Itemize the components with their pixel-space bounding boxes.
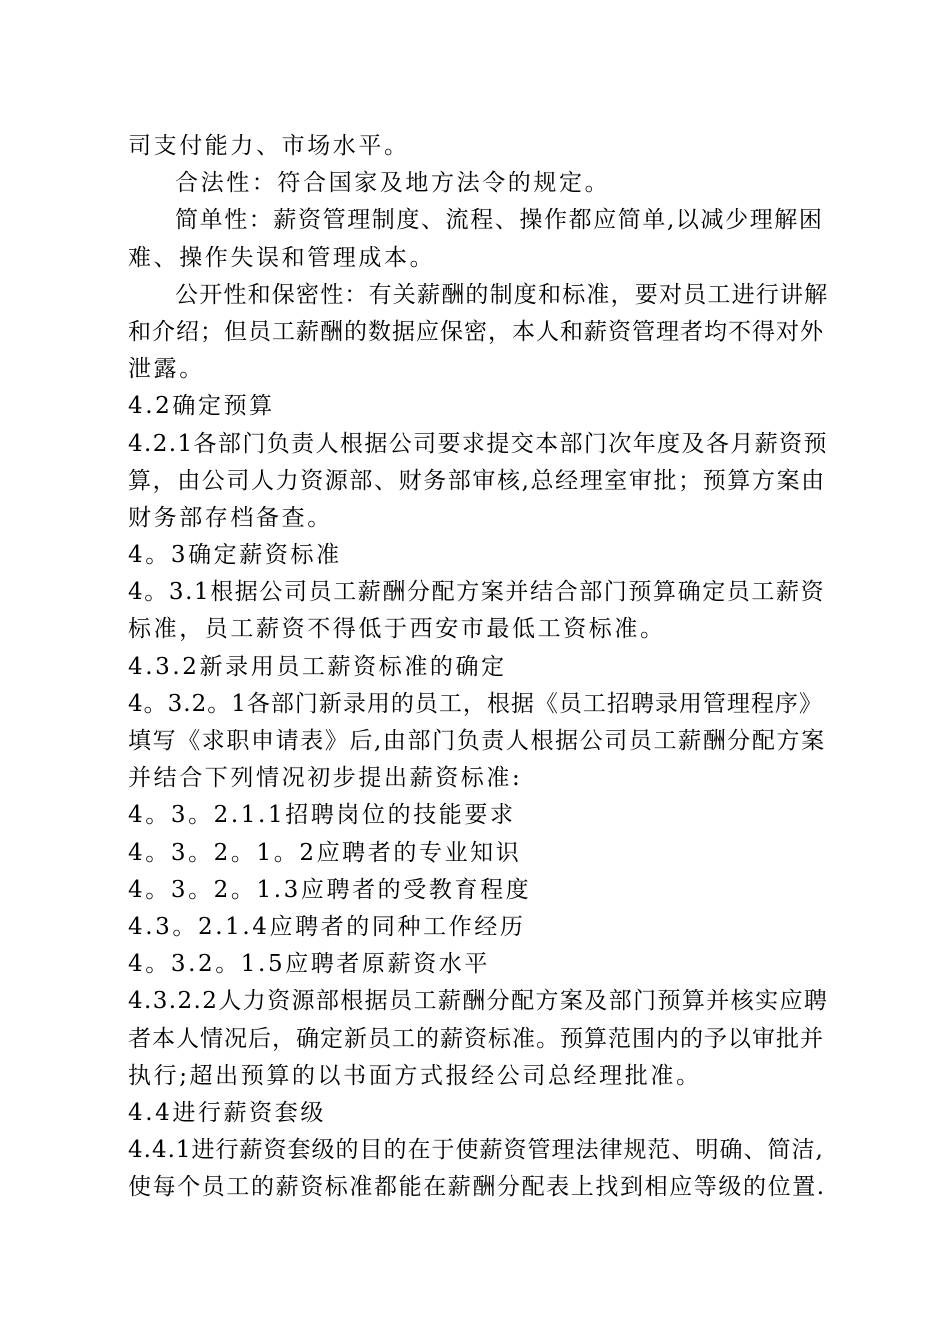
section-heading: 4。3确定薪资标准 <box>128 542 342 569</box>
paragraph-line: 填写《求职申请表》后,由部门负责人根据公司员工薪酬分配方案 <box>128 728 826 754</box>
paragraph-line: 4。3.1根据公司员工薪酬分配方案并结合部门预算确定员工薪资 <box>128 579 826 606</box>
paragraph-line: 合法性：符合国家及地方法令的规定。 <box>175 170 611 197</box>
paragraph-line: 4.2.1各部门负责人根据公司要求提交本部门次年度及各月薪资预 <box>128 430 828 457</box>
list-item: 4。3。2。1。2应聘者的专业知识 <box>128 839 522 866</box>
paragraph-line: 司支付能力、市场水平。 <box>128 133 410 159</box>
paragraph-line: 简单性：薪资管理制度、流程、操作都应简单,以减少理解困 <box>175 207 824 234</box>
document-body <box>128 128 828 1206</box>
paragraph-line: 公开性和保密性：有关薪酬的制度和标准，要对员工进行讲解 <box>175 281 829 308</box>
paragraph-line: 4.3.2.2人力资源部根据员工薪酬分配方案及部门预算并核实应聘 <box>128 988 829 1015</box>
paragraph-line: 使每个员工的薪资标准都能在薪酬分配表上找到相应等级的位置. <box>128 1174 826 1201</box>
section-heading: 4.2确定预算 <box>128 393 275 420</box>
paragraph-line: 难、操作失误和管理成本。 <box>128 244 436 271</box>
paragraph-line: 4。3.2。1各部门新录用的员工，根据《员工招聘录用管理程序》 <box>128 690 823 717</box>
section-heading: 4.4进行薪资套级 <box>128 1099 326 1126</box>
list-item: 4。3.2。1.5应聘者原薪资水平 <box>128 951 490 978</box>
paragraph-line: 和介绍；但员工薪酬的数据应保密，本人和薪资管理者均不得对外 <box>128 318 824 345</box>
paragraph-line: 财务部存档备查。 <box>128 504 333 531</box>
paragraph-line: 算，由公司人力资源部、财务部审核,总经理室审批；预算方案由 <box>128 467 826 494</box>
paragraph-line: 泄露。 <box>128 356 205 383</box>
paragraph-line: 者本人情况后，确定新员工的薪资标准。预算范围内的予以审批并 <box>128 1025 824 1052</box>
list-item: 4。3。2。1.3应聘者的受教育程度 <box>128 876 532 903</box>
section-heading: 4.3.2新录用员工薪资标准的确定 <box>128 653 507 680</box>
paragraph-line: 执行;超出预算的以书面方式报经公司总经理批准。 <box>128 1062 702 1089</box>
paragraph-line: 并结合下列情况初步提出薪资标准: <box>128 765 523 792</box>
paragraph-line: 标准，员工薪资不得低于西安市最低工资标准。 <box>128 616 666 643</box>
list-item: 4。3。2.1.1招聘岗位的技能要求 <box>128 802 516 829</box>
list-item: 4.3。2.1.4应聘者的同种工作经历 <box>128 913 526 940</box>
paragraph-line: 4.4.1进行薪资套级的目的在于使薪资管理法律规范、明确、简洁, <box>128 1137 824 1164</box>
